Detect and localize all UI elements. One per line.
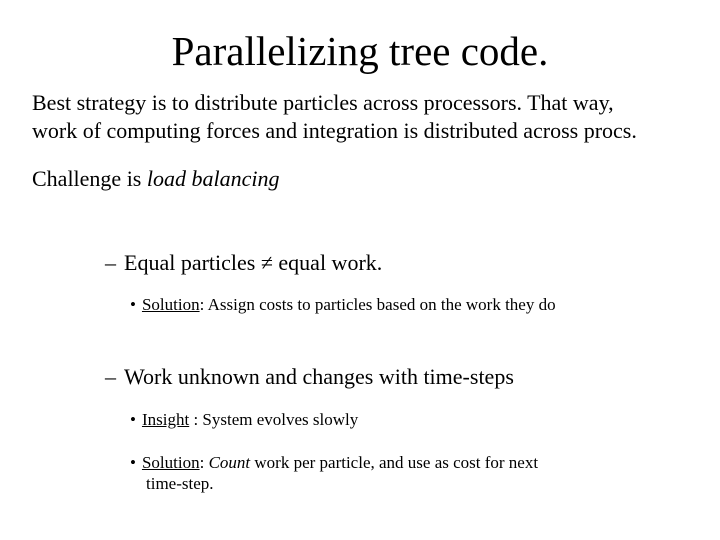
bullet-marker: • xyxy=(130,295,136,314)
intro-paragraph xyxy=(32,89,637,145)
bullet-marker: • xyxy=(130,453,136,472)
bullet-separator: : xyxy=(189,410,203,429)
bullet-solution-count xyxy=(130,452,538,494)
bullet-text: Assign costs to particles based on the work they do xyxy=(207,295,556,314)
dash-marker: – xyxy=(105,250,116,275)
bullet-emphasis: Count xyxy=(208,453,251,472)
bullet-text: work per particle, and use as cost for next xyxy=(250,453,539,472)
bullet-label: Solution xyxy=(141,295,200,314)
bullet-marker: • xyxy=(130,410,136,429)
point-work-unknown xyxy=(105,363,514,391)
bullet-text: System evolves slowly xyxy=(202,410,359,429)
intro-line-2: work of computing forces and integration is distributed across procs. xyxy=(32,118,637,143)
bullet-solution-costs xyxy=(130,294,556,315)
bullet-line-2: time-step. xyxy=(146,474,214,493)
bullet-line-1 xyxy=(130,452,538,473)
point-text: Work unknown and changes with time-steps xyxy=(124,364,514,389)
bullet-separator: : xyxy=(199,295,208,314)
bullet-separator: : xyxy=(199,453,209,472)
challenge-line xyxy=(32,165,279,193)
bullet-label: Solution xyxy=(141,453,200,472)
point-text: Equal particles ≠ equal work. xyxy=(124,250,383,275)
point-equal-particles xyxy=(105,249,382,277)
slide-title: Parallelizing tree code. xyxy=(171,28,549,74)
intro-line-1: Best strategy is to distribute particles across processors. That way, xyxy=(32,90,614,115)
bullet-label: Insight xyxy=(141,410,190,429)
challenge-emphasis: load balancing xyxy=(146,166,280,191)
bullet-insight xyxy=(130,409,358,430)
challenge-prefix: Challenge is xyxy=(32,166,147,191)
dash-marker: – xyxy=(105,364,116,389)
